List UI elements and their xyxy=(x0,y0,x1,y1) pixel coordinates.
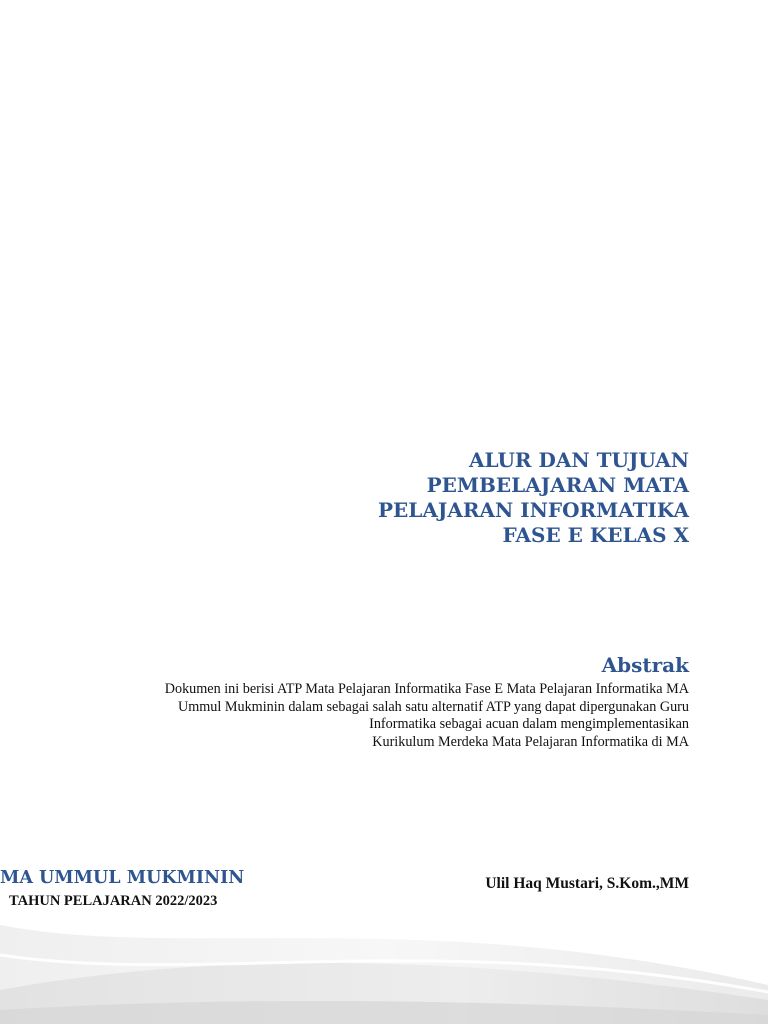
title-line-4: FASE E KELAS X xyxy=(502,523,689,547)
school-year: TAHUN PELAJARAN 2022/2023 xyxy=(9,893,218,909)
abstract-heading: Abstrak xyxy=(601,653,689,677)
author-name: Ulil Haq Mustari, S.Kom.,MM xyxy=(485,875,689,892)
document-title xyxy=(249,448,689,548)
title-line-3: PELAJARAN INFORMATIKA xyxy=(378,498,689,522)
abstract-body xyxy=(89,681,689,751)
title-line-1: ALUR DAN TUJUAN xyxy=(468,448,689,472)
title-line-2: PEMBELAJARAN MATA xyxy=(426,473,689,497)
abstract-line-3: Informatika sebagai acuan dalam mengimplementasikan xyxy=(369,716,689,732)
abstract-line-2: Ummul Mukminin dalam sebagai salah satu alternatif ATP yang dapat dipergunakan Guru xyxy=(177,698,689,715)
abstract-line-1: Dokumen ini berisi ATP Mata Pelajaran Informatika Fase E Mata Pelajaran Informatika MA xyxy=(164,681,689,697)
abstract-line-4: Kurikulum Merdeka Mata Pelajaran Informatika di MA xyxy=(372,733,689,750)
school-name: MA UMMUL MUKMININ xyxy=(0,868,245,888)
